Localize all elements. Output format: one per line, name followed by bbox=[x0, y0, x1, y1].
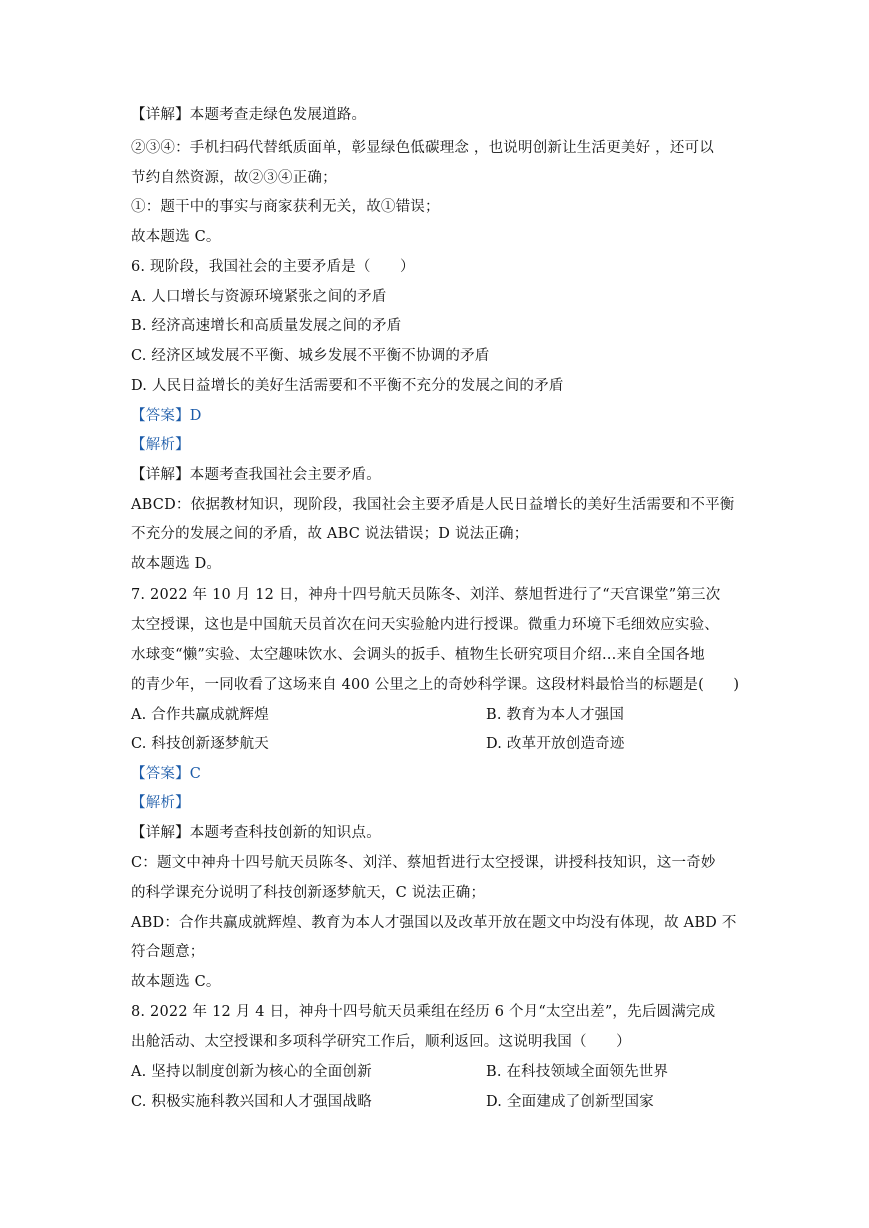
text-line: ②③④：手机扫码代替纸质面单，彰显绿色低碳理念 ，也说明创新让生活更美好 ，还可以 bbox=[131, 140, 714, 156]
question-6: 6. 现阶段，我国社会的主要矛盾是（ ） bbox=[131, 259, 415, 275]
text-line: 故本题选 C。 bbox=[131, 229, 221, 245]
text-line: 【详解】本题考查走绿色发展道路。 bbox=[131, 107, 367, 123]
text-line: 故本题选 C。 bbox=[131, 974, 221, 990]
question-8: 8. 2022 年 12 月 4 日，神舟十四号航天员乘组在经历 6 个月“太空出差”，先后圆满完成 bbox=[131, 1004, 716, 1020]
text-line: ABD：合作共赢成就辉煌、教育为本人才强国以及改革开放在题文中均没有体现，故 ABD 不 bbox=[131, 915, 737, 931]
option-d: D. 人民日益增长的美好生活需要和不平衡不充分的发展之间的矛盾 bbox=[131, 378, 564, 394]
text-line: 出舱活动、太空授课和多项科学研究工作后，顺利返回。这说明我国（ ） bbox=[131, 1034, 631, 1050]
option-c: C. 积极实施科教兴国和人才强国战略 bbox=[131, 1094, 372, 1110]
option-b: B. 经济高速增长和高质量发展之间的矛盾 bbox=[131, 318, 402, 334]
option-b: B. 教育为本人才强国 bbox=[486, 707, 625, 723]
analysis-label: 【解析】 bbox=[131, 795, 190, 811]
text-line: 太空授课，这也是中国航天员首次在问天实验舱内进行授课。微重力环境下毛细效应实验、 bbox=[131, 617, 719, 633]
text-line: ABCD：依据教材知识，现阶段，我国社会主要矛盾是人民日益增长的美好生活需要和不平衡 bbox=[131, 497, 735, 513]
text-line: 符合题意； bbox=[131, 944, 205, 960]
text-line: 水球变“懒”实验、太空趣味饮水、会调头的扳手、植物生长研究项目介绍…来自全国各地 bbox=[131, 647, 705, 663]
text-line: 【详解】本题考查科技创新的知识点。 bbox=[131, 825, 381, 841]
text-line: 的青少年，一同收看了这场来自 400 公里之上的奇妙科学课。这段材料最恰当的标题是( ) bbox=[131, 677, 740, 693]
analysis-label: 【解析】 bbox=[131, 437, 190, 453]
option-b: B. 在科技领域全面领先世界 bbox=[486, 1064, 669, 1080]
option-a: A. 合作共赢成就辉煌 bbox=[131, 707, 269, 723]
text-line: 的科学课充分说明了科技创新逐梦航天，C 说法正确； bbox=[131, 885, 486, 901]
option-d: D. 改革开放创造奇迹 bbox=[486, 736, 625, 752]
answer-label: 【答案】D bbox=[131, 408, 202, 424]
option-c: C. 科技创新逐梦航天 bbox=[131, 736, 269, 752]
answer-label: 【答案】C bbox=[131, 766, 202, 782]
text-line: 节约自然资源，故②③④正确； bbox=[131, 170, 337, 186]
option-a: A. 坚持以制度创新为核心的全面创新 bbox=[131, 1064, 372, 1080]
option-c: C. 经济区域发展不平衡、城乡发展不平衡不协调的矛盾 bbox=[131, 348, 490, 364]
text-line: 故本题选 D。 bbox=[131, 556, 222, 572]
text-line: 【详解】本题考查我国社会主要矛盾。 bbox=[131, 467, 381, 483]
text-line: ①：题干中的事实与商家获利无关，故①错误； bbox=[131, 199, 440, 215]
question-7: 7. 2022 年 10 月 12 日，神舟十四号航天员陈冬、刘洋、蔡旭哲进行了“天宫课堂”第三次 bbox=[131, 587, 721, 603]
text-line: C：题文中神舟十四号航天员陈冬、刘洋、蔡旭哲进行太空授课，讲授科技知识，这一奇妙 bbox=[131, 855, 716, 871]
option-a: A. 人口增长与资源环境紧张之间的矛盾 bbox=[131, 289, 387, 305]
option-d: D. 全面建成了创新型国家 bbox=[486, 1094, 654, 1110]
text-line: 不充分的发展之间的矛盾，故 ABC 说法错误；D 说法正确； bbox=[131, 526, 529, 542]
